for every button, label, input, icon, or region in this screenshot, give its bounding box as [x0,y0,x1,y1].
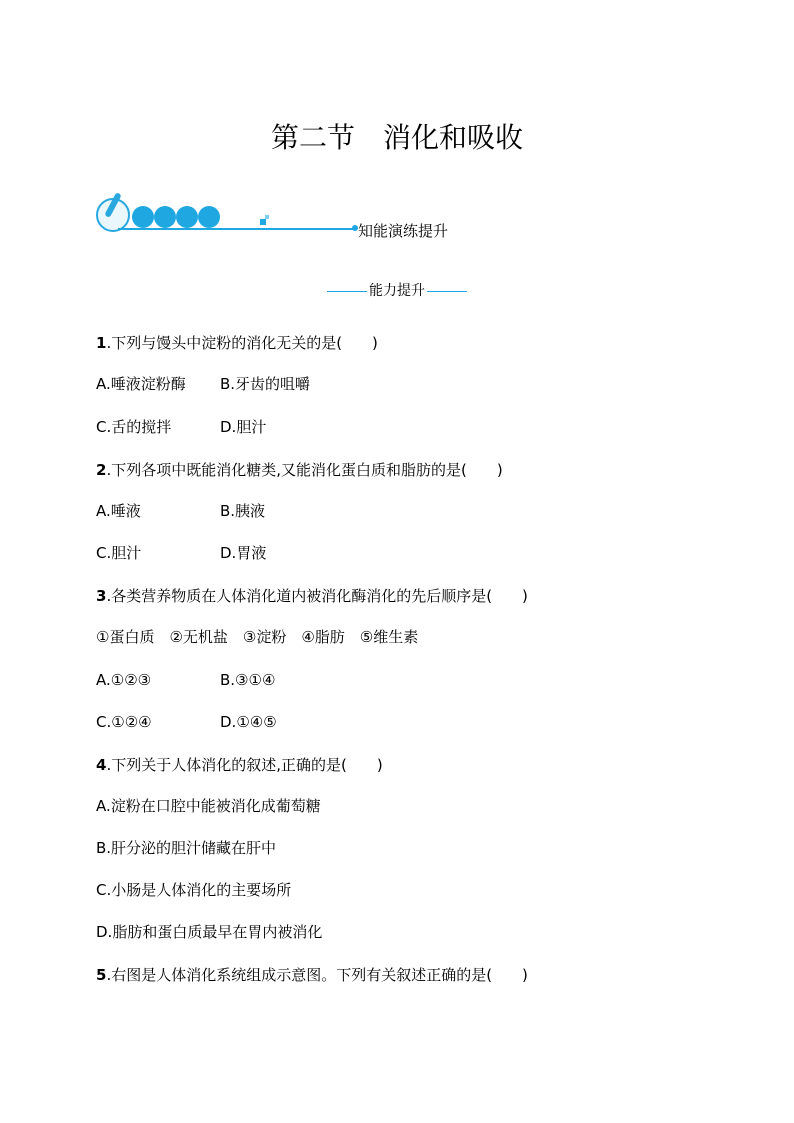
banner-dot-icon [154,206,176,228]
banner-dot-icon [132,206,154,228]
question-1-stem [96,333,378,353]
option-a: A.淀粉在口腔中能被消化成葡萄糖 [96,797,321,815]
question-2-stem [96,460,503,480]
option-c: C.①②④ [96,713,152,731]
option-a: A.唾液 [96,502,141,520]
page-title [0,116,794,156]
option-c: C.舌的搅拌 [96,418,172,436]
question-text: .下列关于人体消化的叙述,正确的是( ) [106,756,383,774]
option-a: A.①②③ [96,671,152,689]
banner-dot-icon [176,206,198,228]
option-b: B.牙齿的咀嚼 [220,375,311,393]
option-b: B.胰液 [220,502,266,520]
question-number: 1 [96,334,107,352]
question-3-items: ①蛋白质 ②无机盐 ③淀粉 ④脂肪 ⑤维生素 [96,628,419,646]
subheading-rule-left [327,291,367,292]
option-d: D.胃液 [220,544,267,562]
square-decoration-icon [260,219,266,225]
question-number: 5 [96,966,107,984]
option-b: B.③①④ [220,671,276,689]
option-d: D.脂肪和蛋白质最早在胃内被消化 [96,923,323,941]
square-decoration-icon [265,215,269,219]
section-banner [94,190,474,240]
question-text: .下列各项中既能消化糖类,又能消化蛋白质和脂肪的是( ) [106,461,503,479]
question-number: 4 [96,756,107,774]
subheading [0,280,794,300]
option-a: A.唾液淀粉酶 [96,375,186,393]
subheading-label: 能力提升 [369,283,425,299]
section-title: 消化和吸收 [383,121,524,154]
question-5-stem [96,965,528,985]
option-b: B.肝分泌的胆汁储藏在肝中 [96,839,277,857]
option-c: C.胆汁 [96,544,142,562]
question-text: .下列与馒头中淀粉的消化无关的是( ) [106,334,378,352]
question-number: 3 [96,587,107,605]
option-c: C.小肠是人体消化的主要场所 [96,881,292,899]
question-4-stem [96,755,383,775]
option-d: D.胆汁 [220,418,267,436]
question-text: .各类营养物质在人体消化道内被消化酶消化的先后顺序是( ) [106,587,528,605]
section-number: 第二节 [270,121,355,154]
option-d: D.①④⑤ [220,713,277,731]
banner-label: 知能演练提升 [358,222,449,240]
question-text: .右图是人体消化系统组成示意图。下列有关叙述正确的是( ) [106,966,528,984]
question-number: 2 [96,461,107,479]
question-3-stem [96,586,528,606]
banner-line [118,228,354,230]
banner-dot-icon [198,206,220,228]
subheading-rule-right [427,291,467,292]
